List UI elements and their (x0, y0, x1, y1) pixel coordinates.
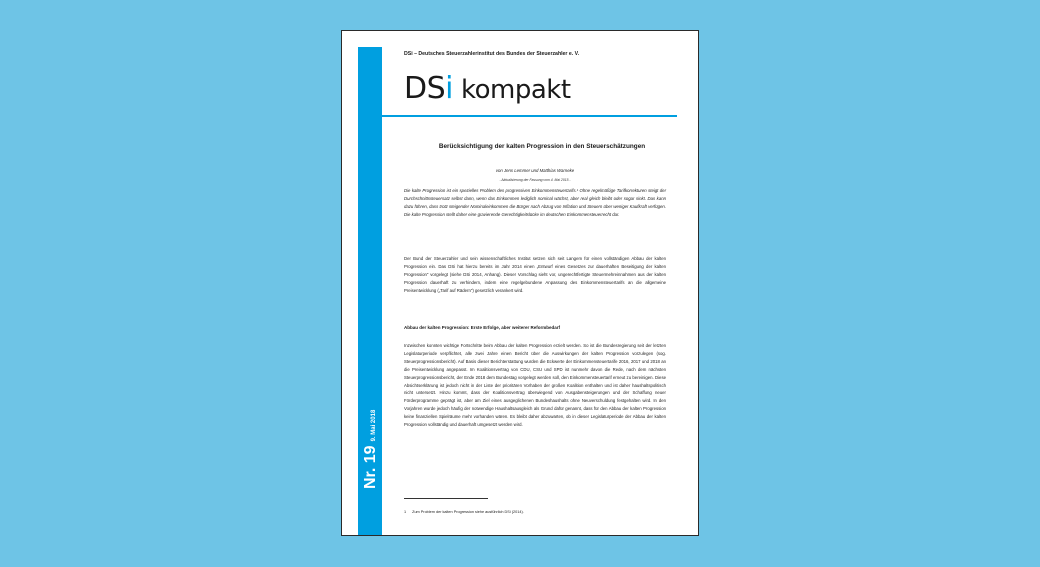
paragraph-1: Der Bund der Steuerzahler und sein wissenschaftliches Institut setzen sich seit Langem für einen vollständigen Abbau der kalten Progression ein. Das DSi hat hierzu bereits im Jahr 2014 einen „Entwurf eines Gesetzes zur dauerhaften Beseitigung der kalten Progression" vorgelegt (siehe DSi 2014, Anhang). Dieser Vorschlag sieht vor, ungerechtfertigte Steuermehreinnahmen aus der kalten Progression dauerhaft zu verhindern, indem eine regelgebundene Anpassung des Einkommensteuertarifs an die allgemeine Preisentwicklung („Tarif auf Rädern") gesetzlich verankert wird. (404, 256, 666, 293)
footnote (404, 510, 524, 514)
footnote-text: Zum Problem der kalten Progression siehe ausführlich DSi (2014). (412, 510, 524, 514)
footnote-divider (404, 498, 488, 499)
institute-name: DSi – Deutsches Steuerzahlerinstitut des Bundes der Steuerzahler e. V. (404, 51, 580, 57)
document-page (341, 30, 699, 536)
section-heading: Abbau der kalten Progression: Erste Erfolge, aber weiterer Reformbedarf (404, 325, 561, 330)
dsi-kompakt-logo (404, 71, 571, 106)
issue-date: 9. Mai 2018 (371, 409, 377, 442)
header-rule (382, 115, 677, 117)
issue-number: Nr. 19 (362, 445, 379, 489)
update-note: - Aktualisierung der Fassung vom 4. Mai 2015 - (499, 178, 571, 182)
document-title: Berücksichtigung der kalten Progression in den Steuerschätzungen (438, 143, 646, 150)
logo-ds: DS (404, 71, 446, 106)
logo-kompakt: kompakt (461, 75, 571, 105)
abstract: Die kalte Progression ist ein spezielles Problem des progressiven Einkommensteuertarifs.¹ Ohne regelmäßige Tarifkorrekturen steigt der Durchschnittssteuersatz selbst dann, wenn das Einkommen lediglich nominal wächst, aber real gleich bleibt oder sogar sinkt. Das kann dazu führen, dass trotz steigender Nominaleinkommen die Bürger nach Abzug von Inflation und Steuern über weniger Kaufkraft verfügen. Die kalte Progression stellt daher eine gravierende Gerechtigkeitslücke im deutschen Einkommensteuerrecht dar. (404, 188, 666, 217)
footnote-mark: 1 (404, 510, 407, 514)
logo-i: i (445, 71, 453, 106)
issue-label (362, 410, 380, 489)
paragraph-2: Inzwischen konnten wichtige Fortschritte beim Abbau der kalten Progression erzielt werden. So ist die Bundesregierung seit der letzten Legislaturperiode verpflichtet, alle zwei Jahre einen Bericht über die Auswirkungen der kalten Progression vorzulegen (sog. Steuerprogressionsbericht). Auf Basis dieser Berichterstattung wurden die Eckwerte der Einkommensteuertarife 2016, 2017 und 2018 an die Preisentwicklung angepasst. Im Koalitionsvertrag von CDU, CSU und SPD ist nunmehr davon die Rede, nach dem nächsten Steuerprogressionsbericht, der Ende 2018 dem Bundestag vorgelegt werden soll, den Einkommensteuertarif erneut zu bereinigen. Diese Absichtserklärung ist jedoch nicht in der Liste der prioritären Vorhaben der großen Koalition enthalten und ist daher haushaltspolitisch nicht untersetzt. Hinzu kommt, dass der Koalitionsvertrag überwiegend von Ausgabensteigerungen und der Schaffung neuer Förderprogramme geprägt ist, aber am Ziel eines ausgeglichenen Bundeshaushalts ohne Neuverschuldung festgehalten wird. In den Vorjahren wurde jedoch häufig der notwendige Haushaltsausgleich als Grund dafür genannt, dass für den Abbau der kalten Progression keine finanziellen Spielräume mehr vorhanden wären. Es bleibt daher abzuwarten, ob in dieser Legislaturperiode der Abbau der kalten Progression vollständig und dauerhaft umgesetzt werden wird. (404, 343, 666, 428)
authors: von Jens Lemmer und Matthias Warneke (495, 168, 575, 173)
